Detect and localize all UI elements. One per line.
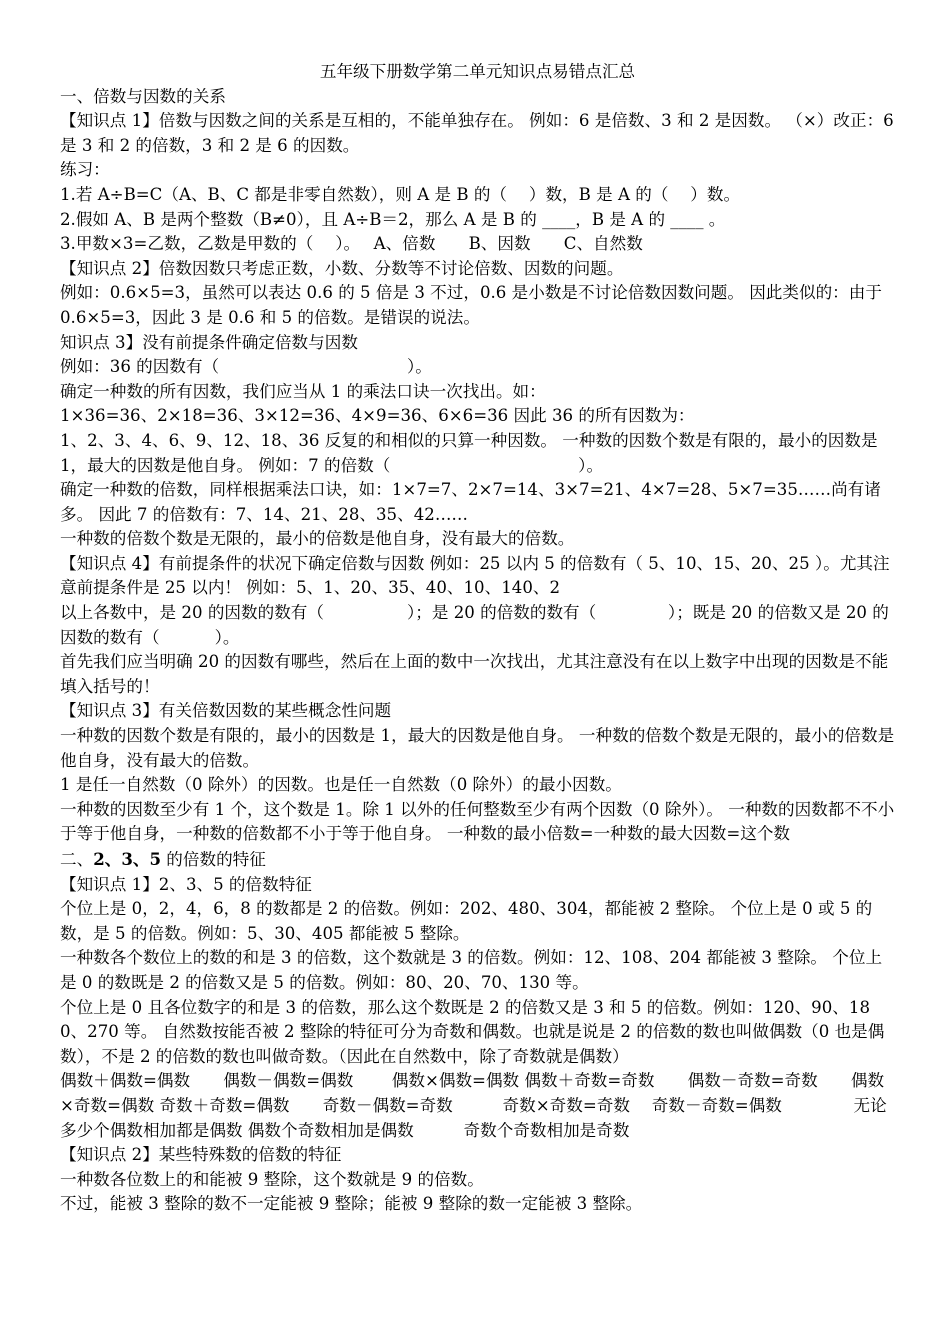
paragraph: 一种数的倍数个数是无限的，最小的倍数是他自身，没有最大的倍数。 bbox=[60, 529, 575, 549]
section-heading: 一、倍数与因数的关系 bbox=[60, 86, 226, 106]
exercise-1: 1.若 A÷B=C（A、B、C 都是非零自然数），则 A 是 B 的（ ）数，B 是 A 的（ ）数。 bbox=[60, 184, 741, 204]
knowledge-point-3b: 【知识点 3】有关倍数因数的某些概念性问题 bbox=[60, 701, 392, 721]
page-title: 五年级下册数学第二单元知识点易错点汇总 bbox=[319, 62, 636, 81]
paragraph: 个位上是 0，2，4，6，8 的数都是 2 的倍数。例如：202、480、304，都能被 2 整除。 个位上是 0 或 5 的数，是 5 的倍数。例如：5、30、405 都能被 5 整除。 bbox=[60, 899, 873, 943]
knowledge-point-2: 【知识点 2】某些特殊数的倍数的特征 bbox=[60, 1145, 342, 1165]
knowledge-point-2: 【知识点 2】倍数因数只考虑正数，小数、分数等不讨论倍数、因数的问题。 bbox=[60, 258, 624, 278]
paragraph: 确定一种数的倍数，同样根据乘法口诀，如：1×7=7、2×7=14、3×7=21、4×7=28、5×7=35……尚有诸多。 因此 7 的倍数有：7、14、21、28、35、42…… bbox=[60, 480, 881, 524]
exercise-label: 练习： bbox=[60, 160, 110, 180]
paragraph: 一种数各位数上的和能被 9 整除，这个数就是 9 的倍数。 bbox=[60, 1169, 484, 1189]
exercise-2: 2.假如 A、B 是两个整数（B≠0），且 A÷B＝2，那么 A 是 B 的 ____，B 是 A 的 ____ 。 bbox=[60, 209, 726, 229]
paragraph: 确定一种数的所有因数，我们应当从 1 的乘法口诀一次找出。如： bbox=[60, 381, 546, 401]
paragraph: 个位上是 0 且各位数字的和是 3 的倍数，那么这个数既是 2 的倍数又是 3 和 5 的倍数。例如：120、90、180、270 等。 自然数按能否被 2 整除的特征可分为奇数和偶数。也就是说是 2 的倍数的数也叫做偶数（0 也是偶数），不是 2 的倍数的数也叫做奇数。（因此在自然数中，除了奇数就是偶数） bbox=[60, 997, 885, 1066]
paragraph: 1、2、3、4、6、9、12、18、36 反复的和相似的只算一种因数。 一种数的因数个数是有限的，最小的因数是 1，最大的因数是他自身。 例如：7 的倍数（ ）。 bbox=[60, 430, 878, 475]
parity-rules: 偶数＋偶数=偶数 偶数－偶数=偶数 偶数×偶数=偶数 偶数＋奇数=奇数 偶数－奇数=奇数 偶数×奇数=偶数 奇数＋奇数=偶数 奇数－偶数=奇数 奇数×奇数=奇数 奇数－奇数=偶数 无论多少个偶数相加都是偶数 偶数个奇数相加是偶数 奇数个奇数相加是奇数 bbox=[60, 1071, 887, 1140]
heading-suffix: 的倍数的特征 bbox=[161, 850, 266, 869]
document bbox=[60, 60, 895, 1217]
knowledge-point-1: 【知识点 1】2、3、5 的倍数特征 bbox=[60, 874, 312, 894]
knowledge-point-1: 【知识点 1】倍数与因数之间的关系是互相的，不能单独存在。 例如：6 是倍数、3 和 2 是因数。 （×）改正：6 是 3 和 2 的倍数，3 和 2 是 6 的因数。 bbox=[60, 111, 894, 155]
knowledge-point-4: 【知识点 4】有前提条件的状况下确定倍数与因数 例如：25 以内 5 的倍数有（ 5、10、15、20、25 ）。尤其注意前提条件是 25 以内！ 例如：5、1、20、35、40、10、140、2 bbox=[60, 553, 890, 598]
paragraph: 一种数各个数位上的数的和是 3 的倍数，这个数就是 3 的倍数。例如：12、108、204 都能被 3 整除。 个位上是 0 的数既是 2 的倍数又是 5 的倍数。例如：80、20、70、130 等。 bbox=[60, 948, 883, 992]
heading-bold: 2、3、5 bbox=[93, 849, 162, 869]
paragraph: 1×36=36、2×18=36、3×12=36、4×9=36、6×6=36 因此 36 的所有因数为： bbox=[60, 406, 695, 426]
section-heading bbox=[60, 847, 895, 873]
exercise-3: 3.甲数×3=乙数，乙数是甲数的（ ）。 A、倍数 B、因数 C、自然数 bbox=[60, 234, 643, 254]
heading-prefix: 二、 bbox=[60, 850, 94, 869]
paragraph: 不过，能被 3 整除的数不一定能被 9 整除；能被 9 整除的数一定能被 3 整除。 bbox=[60, 1194, 643, 1214]
section-2 bbox=[60, 847, 895, 1217]
paragraph: 一种数的因数至少有 1 个，这个数是 1。除 1 以外的任何整数至少有两个因数（0 除外）。 一种数的因数都不不小于等于他自身，一种数的倍数都不小于等于他自身。 一种数的最小倍数=一种数的最大因数=这个数 bbox=[60, 799, 895, 844]
section-1 bbox=[60, 85, 895, 847]
paragraph: 例如：36 的因数有（ ）。 bbox=[60, 357, 432, 377]
paragraph: 1 是任一自然数（0 除外）的因数。也是任一自然数（0 除外）的最小因数。 bbox=[60, 775, 622, 795]
paragraph: 以上各数中，是 20 的因数的数有（ ）；是 20 的倍数的数有（ ）；既是 20 的倍数又是 20 的因数的数有（ ）。 bbox=[60, 603, 889, 647]
paragraph: 首先我们应当明确 20 的因数有哪些，然后在上面的数中一次找出，尤其注意没有在以上数字中出现的因数是不能填入括号的！ bbox=[60, 652, 889, 696]
knowledge-point-3: 知识点 3】没有前提条件确定倍数与因数 bbox=[60, 332, 358, 352]
paragraph: 一种数的因数个数是有限的，最小的因数是 1，最大的因数是他自身。 一种数的倍数个数是无限的，最小的倍数是他自身，没有最大的倍数。 bbox=[60, 726, 895, 770]
paragraph: 例如：0.6×5=3，虽然可以表达 0.6 的 5 倍是 3 不过，0.6 是小数是不讨论倍数因数问题。 因此类似的：由于 0.6×5=3，因此 3 是 0.6 和 5 的倍数。是错误的说法。 bbox=[60, 283, 882, 327]
